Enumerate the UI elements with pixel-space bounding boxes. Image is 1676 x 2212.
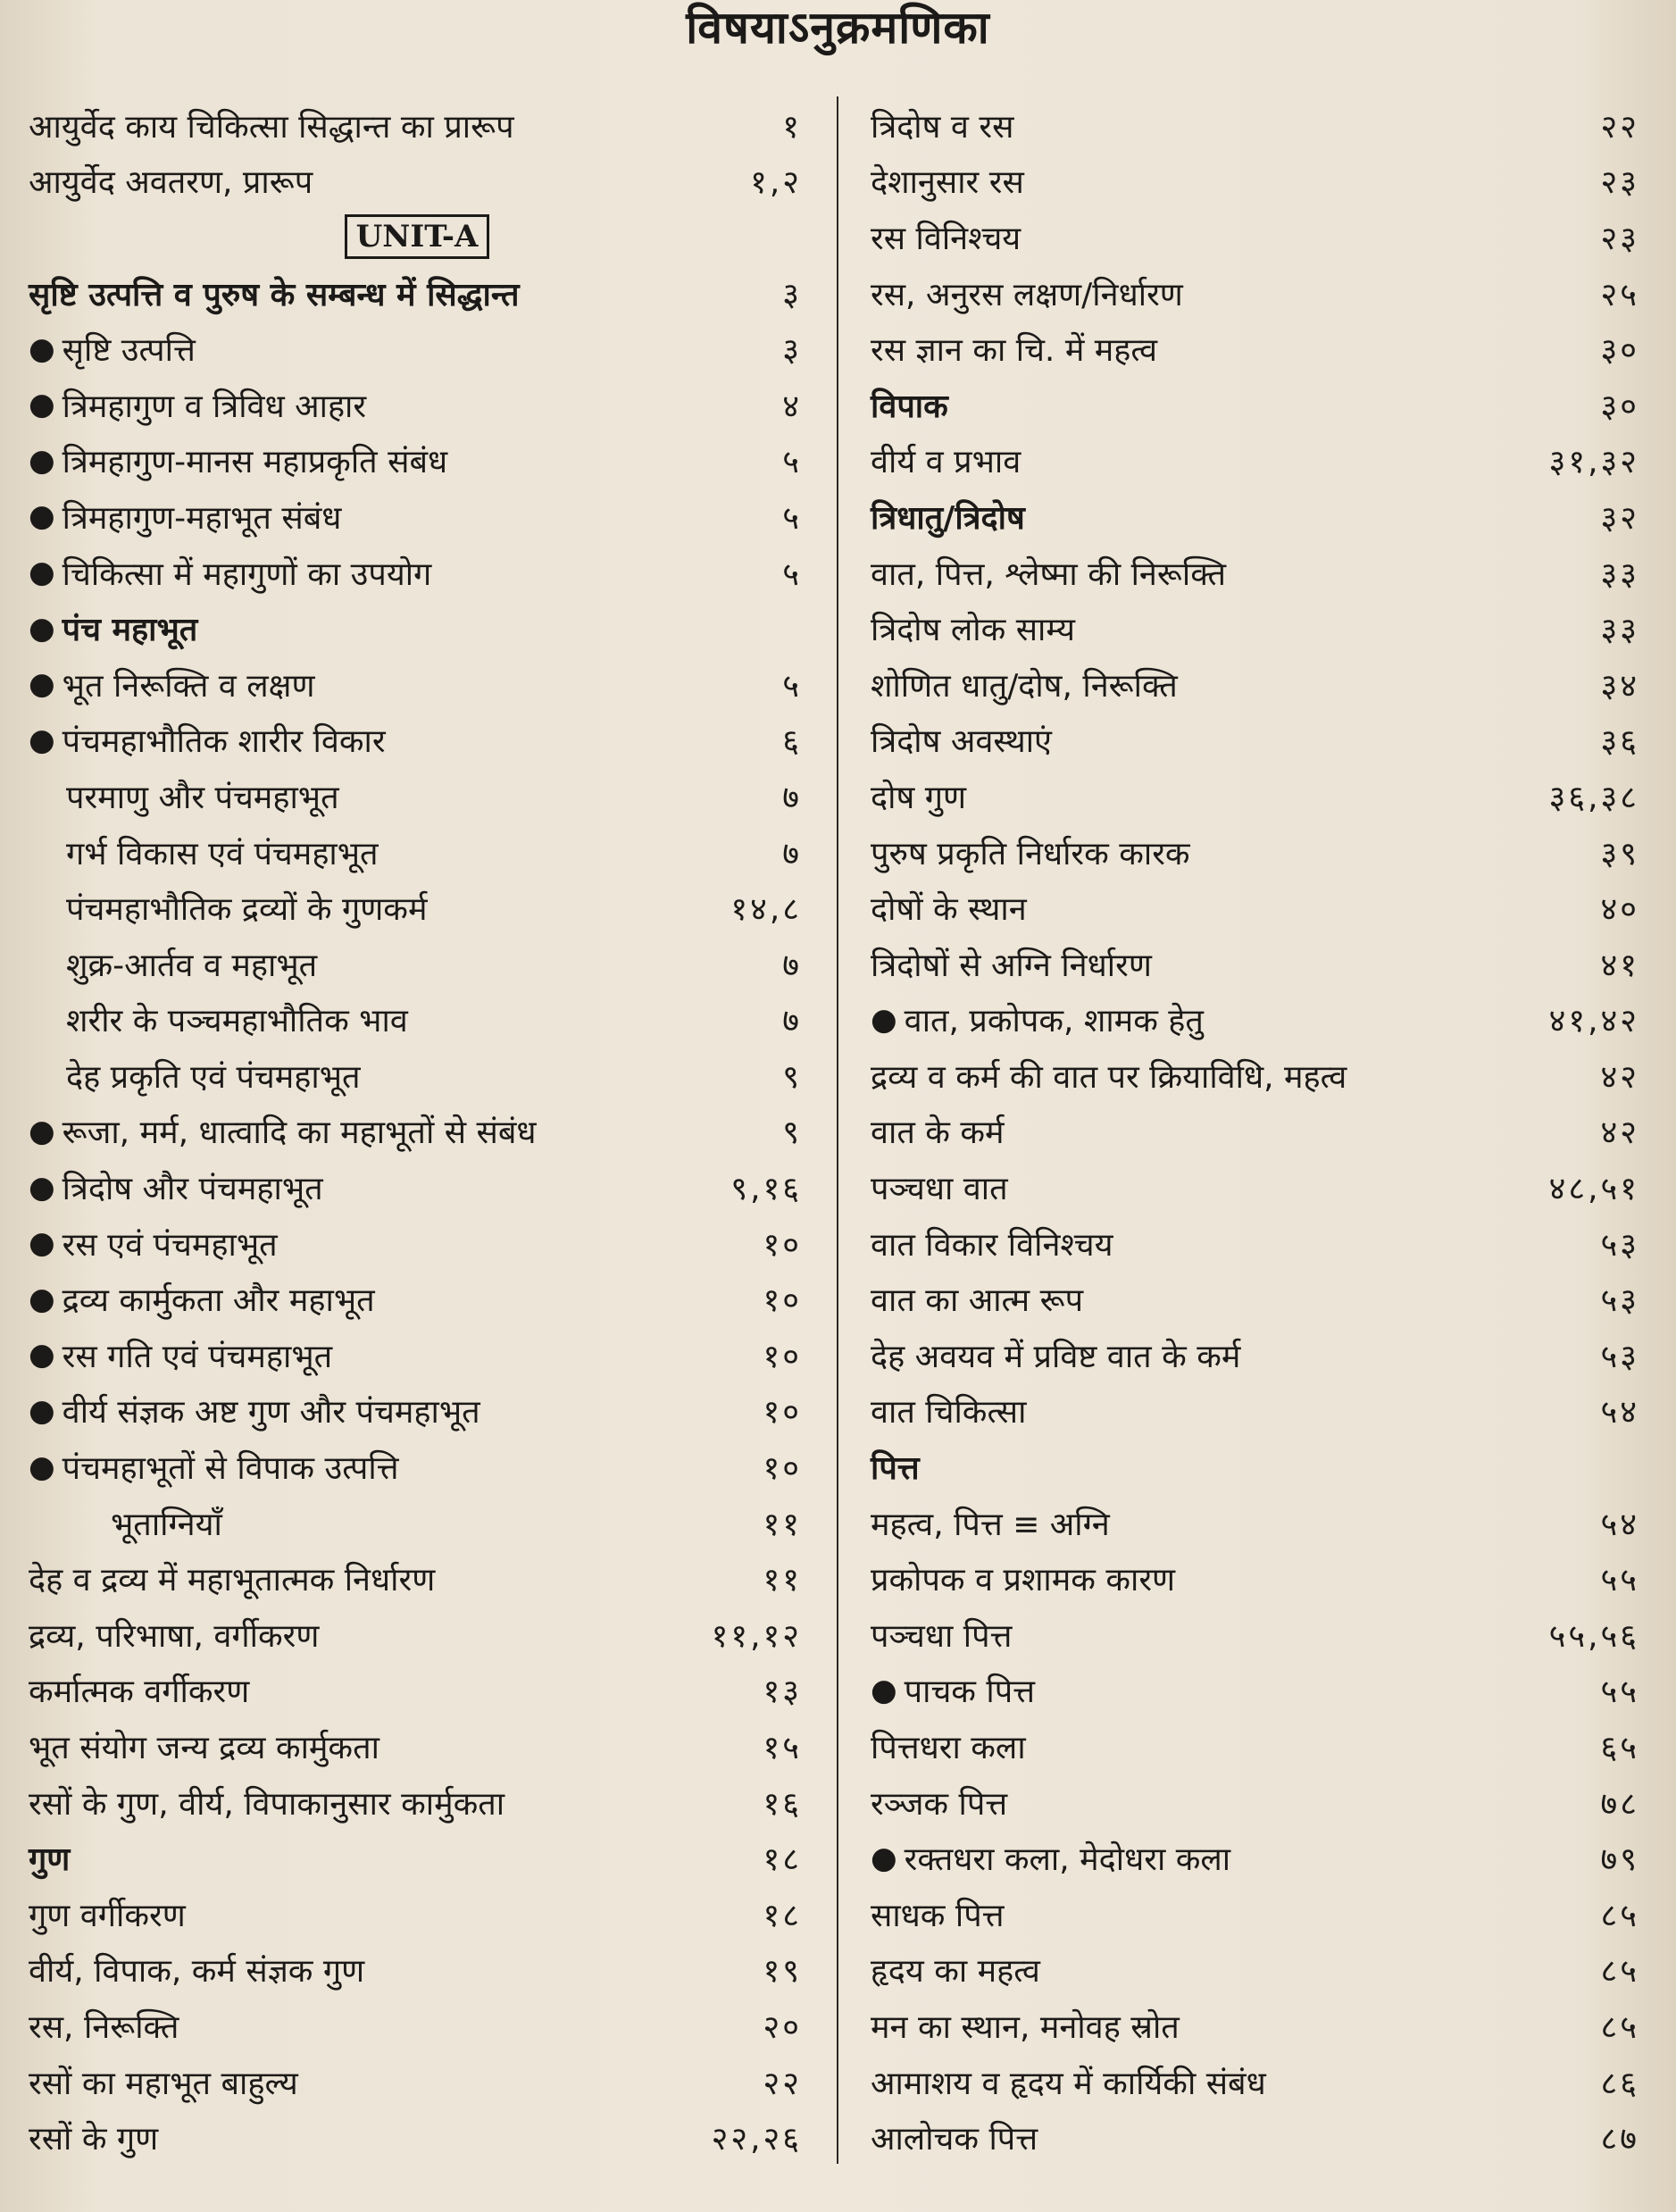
toc-row <box>871 1550 1643 1607</box>
toc-label: वीर्य संज्ञक अष्ट गुण और पंचमहाभूत <box>62 1394 480 1432</box>
toc-row <box>871 1159 1643 1215</box>
toc-label: शोणित धातु/दोष, निरूक्ति <box>871 667 1178 705</box>
toc-label: भूताग्नियाँ <box>111 1506 222 1543</box>
bullet-icon: ● <box>29 1169 55 1206</box>
toc-label: देह अवयव में प्रविष्ट वात के कर्म <box>871 1338 1241 1375</box>
toc-page: २० <box>763 2008 802 2046</box>
toc-label: त्रिदोष लोक साम्य <box>871 612 1075 649</box>
toc-row <box>29 2054 805 2110</box>
toc-label: द्रव्य कार्मुकता और महाभूत <box>62 1282 375 1320</box>
toc-label: त्रिदोष अवस्थाएं <box>871 723 1052 761</box>
toc-label: पंचमहाभूतों से विपाक उत्पत्ति <box>62 1450 399 1488</box>
toc-label: रस, अनुरस लक्षण/निर्धारण <box>871 276 1183 313</box>
toc-label: आमाशय व हृदय में कार्यिकी संबंध <box>871 2065 1266 2102</box>
toc-row <box>871 1439 1643 1495</box>
toc-label: पंच महाभूत <box>62 612 198 649</box>
left-column <box>29 97 805 2166</box>
toc-label: पित्तधरा कला <box>871 1730 1026 1767</box>
toc-row <box>871 1718 1643 1774</box>
toc-row <box>29 1104 805 1160</box>
toc-label: रस ज्ञान का चि. में महत्व <box>871 332 1157 370</box>
toc-page: ३१,३२ <box>1548 444 1639 481</box>
toc-page: ५४ <box>1600 1394 1639 1432</box>
toc-row <box>29 2109 805 2166</box>
toc-page: १८ <box>763 1897 802 1934</box>
toc-row <box>871 1215 1643 1272</box>
toc-row <box>29 1327 805 1383</box>
toc-page: ११ <box>763 1506 802 1543</box>
toc-page: ७९ <box>1600 1841 1639 1879</box>
toc-page: ३४ <box>1600 667 1639 705</box>
toc-label: द्रव्य व कर्म की वात पर क्रियाविधि, महत्व <box>871 1058 1347 1096</box>
toc-label: हृदय का महत्व <box>871 1953 1040 1991</box>
toc-page: १३ <box>763 1674 802 1711</box>
toc-page: ७ <box>782 779 802 816</box>
bullet-icon: ● <box>29 555 55 591</box>
toc-page: ७८ <box>1600 1785 1639 1823</box>
toc-label: गुण <box>29 1841 71 1879</box>
toc-row <box>871 154 1643 210</box>
toc-row <box>29 1439 805 1495</box>
toc-page: २३ <box>1600 164 1639 202</box>
toc-row <box>871 377 1643 433</box>
toc-page: १९ <box>763 1953 802 1991</box>
toc-row <box>29 1271 805 1327</box>
toc-label: त्रिदोष व रस <box>871 108 1014 146</box>
toc-page: १६ <box>763 1785 802 1823</box>
toc-page: ३० <box>1600 332 1639 370</box>
column-divider <box>837 96 838 2164</box>
toc-row <box>29 265 805 321</box>
toc-row <box>29 1607 805 1663</box>
toc-label: त्रिधातु/त्रिदोष <box>871 499 1025 537</box>
toc-label: कर्मात्मक वर्गीकरण <box>29 1674 250 1711</box>
bullet-icon: ● <box>29 722 55 758</box>
toc-row <box>29 377 805 433</box>
toc-page: २५ <box>1600 276 1639 313</box>
toc-row <box>871 1327 1643 1383</box>
toc-row <box>29 97 805 154</box>
toc-page: ४ <box>782 388 802 425</box>
toc-page: ५ <box>782 667 802 705</box>
toc-row <box>29 1215 805 1272</box>
toc-page: २२ <box>1600 108 1639 146</box>
toc-row <box>29 713 805 769</box>
toc-label: वीर्य व प्रभाव <box>871 444 1021 481</box>
toc-row <box>871 1104 1643 1160</box>
unit-heading: UNIT-A <box>345 214 490 259</box>
toc-row <box>29 1550 805 1607</box>
toc-row <box>871 1271 1643 1327</box>
toc-row <box>871 97 1643 154</box>
toc-label: वात विकार विनिश्चय <box>871 1226 1113 1264</box>
toc-page: ९ <box>782 1114 802 1152</box>
toc-row <box>29 1718 805 1774</box>
toc-label: रस विनिश्चय <box>871 220 1021 257</box>
toc-row <box>871 265 1643 321</box>
right-column <box>871 97 1643 2166</box>
toc-page: ८५ <box>1600 2008 1639 2046</box>
toc-row <box>29 768 805 824</box>
toc-page: ४८,५१ <box>1548 1171 1639 1208</box>
toc-label: त्रिमहागुण-मानस महाप्रकृति संबंध <box>62 444 448 481</box>
toc-label: रक्तधरा कला, मेदोधरा कला <box>904 1841 1231 1879</box>
toc-label: त्रिदोष और पंचमहाभूत <box>62 1171 323 1208</box>
toc-label: पञ्चधा पित्त <box>871 1617 1013 1655</box>
toc-page: ३० <box>1600 388 1639 425</box>
bullet-icon: ● <box>871 1672 897 1708</box>
toc-page: ९,१६ <box>730 1171 802 1208</box>
toc-page: ६ <box>782 723 802 761</box>
toc-page: ५ <box>782 444 802 481</box>
toc-label: शुक्र-आर्तव व महाभूत <box>66 947 318 984</box>
toc-row <box>871 488 1643 545</box>
toc-row <box>871 1048 1643 1104</box>
toc-label: पंचमहाभौतिक द्रव्यों के गुणकर्म <box>66 891 428 929</box>
toc-row <box>29 656 805 713</box>
toc-label: वात के कर्म <box>871 1114 1005 1152</box>
toc-row <box>29 488 805 545</box>
toc-page: ५५,५६ <box>1548 1617 1639 1655</box>
bullet-icon: ● <box>29 1225 55 1262</box>
toc-label: रसों के गुण, वीर्य, विपाकानुसार कार्मुकता <box>29 1785 505 1823</box>
bullet-icon: ● <box>29 666 55 703</box>
toc-label: महत्व, पित्त ≡ अग्नि <box>871 1506 1110 1543</box>
toc-row <box>871 545 1643 601</box>
toc-page: ११,१२ <box>711 1617 802 1655</box>
bullet-icon: ● <box>29 1448 55 1485</box>
toc-page: ४२ <box>1600 1058 1639 1096</box>
toc-label: दोषों के स्थान <box>871 891 1027 929</box>
toc-page: ७ <box>782 1003 802 1040</box>
toc-page: १० <box>763 1394 802 1432</box>
toc-label: वीर्य, विपाक, कर्म संज्ञक गुण <box>29 1953 365 1991</box>
toc-label: विपाक <box>871 388 948 425</box>
toc-page: ९ <box>782 1058 802 1096</box>
toc-label: सृष्टि उत्पत्ति <box>62 332 196 370</box>
toc-page: ४१,४२ <box>1548 1003 1639 1040</box>
toc-label: पाचक पित्त <box>904 1674 1036 1711</box>
bullet-icon: ● <box>29 387 55 423</box>
toc-row <box>871 1774 1643 1831</box>
toc-page: ८५ <box>1600 1953 1639 1991</box>
bullet-icon: ● <box>29 1113 55 1149</box>
toc-label: रसों का महाभूत बाहुल्य <box>29 2065 298 2102</box>
toc-row <box>29 824 805 881</box>
toc-label: देह व द्रव्य में महाभूतात्मक निर्धारण <box>29 1562 436 1599</box>
toc-page: ५४ <box>1600 1506 1639 1543</box>
toc-page: ४१ <box>1600 947 1639 984</box>
toc-page: १५ <box>763 1730 802 1767</box>
toc-label: द्रव्य, परिभाषा, वर्गीकरण <box>29 1617 320 1655</box>
toc-row <box>871 1830 1643 1886</box>
toc-row <box>29 936 805 992</box>
toc-row <box>871 824 1643 881</box>
bullet-icon: ● <box>29 442 55 479</box>
toc-page: १ <box>782 108 802 146</box>
unit-heading-row <box>29 209 805 265</box>
toc-page: १० <box>763 1282 802 1320</box>
toc-label: पंचमहाभौतिक शारीर विकार <box>62 723 386 761</box>
toc-page: ७ <box>782 947 802 984</box>
toc-row <box>871 713 1643 769</box>
toc-row <box>29 433 805 489</box>
toc-page: २२ <box>763 2065 802 2102</box>
toc-row <box>29 545 805 601</box>
toc-label: शरीर के पञ्चमहाभौतिक भाव <box>66 1003 408 1040</box>
toc-label: देह प्रकृति एवं पंचमहाभूत <box>66 1058 361 1096</box>
toc-row <box>29 1886 805 1942</box>
toc-label: गर्भ विकास एवं पंचमहाभूत <box>66 835 379 872</box>
toc-label: रूजा, मर्म, धात्वादि का महाभूतों से संबंध <box>62 1114 537 1152</box>
toc-page: ३६,३८ <box>1548 779 1639 816</box>
toc-row <box>871 1607 1643 1663</box>
toc-row <box>29 154 805 210</box>
toc-row <box>29 1830 805 1886</box>
toc-row <box>871 1383 1643 1440</box>
toc-page: १० <box>763 1450 802 1488</box>
toc-label: भूत निरूक्ति व लक्षण <box>62 667 315 705</box>
toc-label: वात, प्रकोपक, शामक हेतु <box>904 1003 1204 1040</box>
toc-label: रसों के गुण <box>29 2121 159 2158</box>
toc-page: ५५ <box>1600 1562 1639 1599</box>
toc-label: रस गति एवं पंचमहाभूत <box>62 1338 333 1375</box>
toc-label: साधक पित्त <box>871 1897 1005 1934</box>
toc-page: ३९ <box>1600 835 1639 872</box>
toc-page: ३ <box>782 276 802 313</box>
toc-row <box>29 992 805 1048</box>
bullet-icon: ● <box>29 1392 55 1429</box>
toc-row <box>29 1998 805 2054</box>
toc-label: भूत संयोग जन्य द्रव्य कार्मुकता <box>29 1730 379 1767</box>
toc-page: ४२ <box>1600 1114 1639 1152</box>
toc-row <box>871 1886 1643 1942</box>
toc-row <box>29 880 805 936</box>
toc-label: देशानुसार रस <box>871 164 1024 202</box>
toc-page: २३ <box>1600 220 1639 257</box>
toc-label: दोष गुण <box>871 779 966 816</box>
toc-page: ५३ <box>1600 1338 1639 1375</box>
toc-label: वात, पित्त, श्लेष्मा की निरूक्ति <box>871 555 1227 593</box>
toc-label: आलोचक पित्त <box>871 2121 1038 2158</box>
toc-page: ५ <box>782 555 802 593</box>
toc-row <box>29 1663 805 1719</box>
toc-row <box>871 600 1643 656</box>
toc-row <box>29 1495 805 1551</box>
toc-row <box>871 321 1643 377</box>
toc-page: ८५ <box>1600 1897 1639 1934</box>
toc-label: रञ्जक पित्त <box>871 1785 1008 1823</box>
toc-page: ३६ <box>1600 723 1639 761</box>
toc-label: गुण वर्गीकरण <box>29 1897 186 1934</box>
toc-label: रस एवं पंचमहाभूत <box>62 1226 278 1264</box>
toc-page: ५ <box>782 499 802 537</box>
toc-page: ४० <box>1600 891 1639 929</box>
toc-label: रस, निरूक्ति <box>29 2008 179 2046</box>
toc-label: पञ्चधा वात <box>871 1171 1008 1208</box>
toc-label: वात चिकित्सा <box>871 1394 1027 1432</box>
toc-page: १,२ <box>750 164 802 202</box>
toc-page: ६५ <box>1600 1730 1639 1767</box>
toc-label: चिकित्सा में महागुणों का उपयोग <box>62 555 432 593</box>
toc-row <box>871 1495 1643 1551</box>
toc-row <box>871 433 1643 489</box>
toc-page: ३३ <box>1600 612 1639 649</box>
toc-row <box>871 992 1643 1048</box>
toc-label: पित्त <box>871 1450 920 1488</box>
toc-page: ३२ <box>1600 499 1639 537</box>
toc-row <box>871 880 1643 936</box>
toc-label: त्रिमहागुण व त्रिविध आहार <box>62 388 367 425</box>
toc-row <box>871 768 1643 824</box>
toc-row <box>871 1663 1643 1719</box>
bullet-icon: ● <box>29 498 55 535</box>
toc-row <box>29 1159 805 1215</box>
toc-row <box>29 1383 805 1440</box>
toc-page: १० <box>763 1338 802 1375</box>
bullet-icon: ● <box>29 1281 55 1317</box>
toc-row <box>871 209 1643 265</box>
toc-label: प्रकोपक व प्रशामक कारण <box>871 1562 1176 1599</box>
bullet-icon: ● <box>29 610 55 647</box>
toc-row <box>871 1998 1643 2054</box>
toc-row <box>29 1048 805 1104</box>
toc-page: ५५ <box>1600 1674 1639 1711</box>
toc-label: सृष्टि उत्पत्ति व पुरुष के सम्बन्ध में सिद्धान्त <box>29 276 520 313</box>
bullet-icon: ● <box>29 1337 55 1373</box>
toc-page: ५३ <box>1600 1226 1639 1264</box>
toc-page: ३ <box>782 332 802 370</box>
toc-label: पुरुष प्रकृति निर्धारक कारक <box>871 835 1190 872</box>
toc-label: मन का स्थान, मनोवह स्रोत <box>871 2008 1180 2046</box>
bullet-icon: ● <box>871 1840 897 1876</box>
toc-row <box>871 1942 1643 1999</box>
toc-page: ५३ <box>1600 1282 1639 1320</box>
toc-page: ८६ <box>1600 2065 1639 2102</box>
toc-row <box>871 936 1643 992</box>
toc-page: ३३ <box>1600 555 1639 593</box>
bullet-icon: ● <box>29 330 55 367</box>
toc-label: परमाणु और पंचमहाभूत <box>66 779 339 816</box>
toc-row <box>29 1774 805 1831</box>
toc-row <box>871 656 1643 713</box>
toc-page: ८७ <box>1600 2121 1639 2158</box>
toc-page: २२,२६ <box>711 2121 802 2158</box>
toc-label: वात का आत्म रूप <box>871 1282 1084 1320</box>
toc-label: त्रिदोषों से अग्नि निर्धारण <box>871 947 1152 984</box>
toc-page: १८ <box>763 1841 802 1879</box>
toc-page: १० <box>763 1226 802 1264</box>
toc-row <box>29 600 805 656</box>
toc-label: त्रिमहागुण-महाभूत संबंध <box>62 499 342 537</box>
bullet-icon: ● <box>871 1001 897 1038</box>
toc-row <box>871 2109 1643 2166</box>
toc-page: ७ <box>782 835 802 872</box>
toc-label: आयुर्वेद अवतरण, प्रारूप <box>29 164 313 202</box>
toc-page: ११ <box>763 1562 802 1599</box>
toc-label: आयुर्वेद काय चिकित्सा सिद्धान्त का प्रारूप <box>29 108 514 146</box>
toc-row <box>29 321 805 377</box>
page-title: विषयाऽनुक्रमणिका <box>686 2 990 54</box>
toc-row <box>871 2054 1643 2110</box>
toc-row <box>29 1942 805 1999</box>
toc-page: १४,८ <box>730 891 802 929</box>
